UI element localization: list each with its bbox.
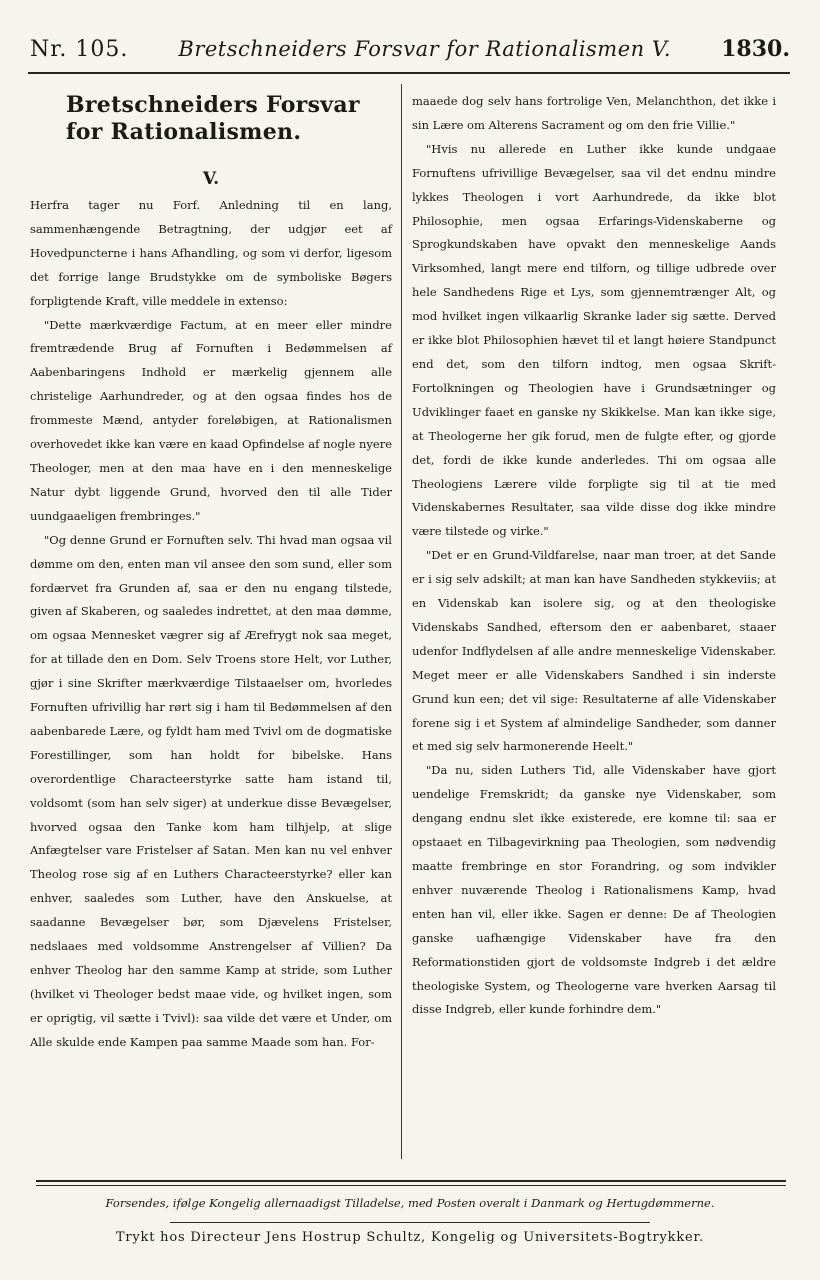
left-column bbox=[30, 88, 392, 1055]
article-title: Bretschneiders Forsvar for Rationalismen. bbox=[66, 92, 360, 145]
paragraph: "Hvis nu allerede en Luther ikke kunde undgaae Fornuftens ufrivillige Bevægelser, saa vil det endnu mindre lykkes Theologen i vort Aarhundrede, da ikke blot Philosophie, men ogsaa Erfarings-Videnskaberne og Sprogkundskaben have opvakt den menneskelige Aands Virksomhed, langt mere end tilforn, og tillige udbrede over hele Sandhedens Rige et Lys, som gjennemtrænger Alt, og mod hvilket ingen vilkaarlig Skranke lader sig sætte. Derved er ikke blot Philosophien hævet til et langt høiere Standpunct end det, som den tilforn indtog, men ogsaa Skrift-Fortolkningen og Theologien have i Grundsætninger og Udviklinger faaet en ganske ny Skikkelse. Man kan ikke sige, at Theologerne her gik forud, men de fulgte efter, og gjorde det, fordi de ikke kunde anderledes. Thi om ogsaa alle Theologiens Lærere vilde forpligte sig til at tie med Videnskabernes Resultater, saa vilde disse dog ikke mindre være tilstede og virke." bbox=[412, 141, 776, 539]
paragraph: "Og denne Grund er Fornuften selv. Thi hvad man ogsaa vil dømme om den, enten man vil ansee den som sund, eller som fordærvet fra Grunden af, saa er den nu engang tilstede, given af Skaberen, og saaledes indrettet, at den maa dømme, om ogsaa Mennesket vægrer sig af Ærefrygt nok saa meget, for at tillade den en Dom. Selv Troens store Helt, vor Luther, gjør i sine Skrifter mærkværdige Tilstaaelser om, hvorledes Fornuften ufrivillig har rørt sig i ham til Bedømmelsen af den aabenbarede Lære, og fyldt ham med Tvivl om de dogmatiske Forestillinger, som han holdt for bibelske. Hans overordentlige Characteerstyrke satte ham istand til, voldsomt (som han selv siger) at underkue disse Bevægelser, hvorved ogsaa den Tanke kom ham tilhjelp, at slige Anfægtelser vare Fristelser af Satan. Men kan nu vel enhver Theolog rose sig af en Luthers Characteerstyrke? eller kan enhver, saaledes som Luther, have den Anskuelse, at saadanne Bevægelser bør, som Djævelens Fristelser, nedslaaes med voldsomme Anstrengelser af Villien? Da enhver Theolog har den samme Kamp at stride, som Luther (hvilket vi Theologer bedst maae vide, og hvilket ingen, som er oprigtig, vil sætte i Tvivl): saa vilde det være et Under, om Alle skulde ende Kampen paa samme Maade som han. For- bbox=[30, 532, 392, 1049]
paragraph: "Det er en Grund-Vildfarelse, naar man troer, at det Sande er i sig selv adskilt; at man kan have Sandheden stykkeviis; at en Videnskab kan isolere sig, og at den theologiske Videnskabs Sandhed, eftersom den er aabenbaret, staaer udenfor Indflydelsen af alle andre menneskelige Videnskaber. Meget meer er alle Videnskabers Sandhed i sin inderste Grund kun een; det vil sige: Resultaterne af alle Videnskaber forene sig i et System af almindelige Sandheder, som danner et med sig selv harmonerende Heelt." bbox=[412, 548, 776, 754]
printer-imprint: Trykt hos Directeur Jens Hostrup Schultz, Kongelig og Universitets-Bogtrykker. bbox=[115, 1230, 705, 1245]
running-title: Bretschneiders Forsvar for Rationalismen V. bbox=[178, 37, 672, 61]
issue-number: Nr. 105. bbox=[30, 37, 129, 62]
issue-year: 1830. bbox=[721, 36, 790, 62]
paragraph: maaede dog selv hans fortrolige Ven, Melanchthon, det ikke i sin Lære om Alterens Sacrament og om den frie Villie." bbox=[412, 94, 776, 132]
column-divider bbox=[401, 84, 402, 1159]
postal-notice: Forsendes, ifølge Kongelig allernaadigst Tilladelse, med Posten overalt i Danmark og Hertugdømmerne. bbox=[105, 1196, 715, 1210]
paragraph: Herfra tager nu Forf. Anledning til en lang, sammenhængende Betragtning, der udgjør eet af Hovedpuncterne i hans Afhandling, og som vi derfor, ligesom det forrige lange Brudstykke om de symboliske Bøgers forpligtende Kraft, ville meddele in extenso: bbox=[30, 198, 392, 308]
page-header bbox=[30, 36, 790, 72]
footer-rule bbox=[36, 1180, 786, 1186]
header-rule bbox=[28, 72, 790, 74]
paragraph: "Dette mærkværdige Factum, at en meer eller mindre fremtrædende Brug af Fornuften i Bedømmelsen af Aabenbaringens Indhold er mærkelig gjennem alle christelige Aarhundreder, og at den ogsaa findes hos de frommeste Mænd, antyder foreløbigen, at Rationalismen overhovedet ikke kan være en kaad Opfindelse af nogle nyere Theologer, men at den maa have en i den menneskelige Natur dybt liggende Grund, hvorved den til alle Tider uundgaaeligen frembringes." bbox=[30, 317, 392, 523]
section-number: V. bbox=[202, 169, 220, 189]
footer-divider bbox=[170, 1222, 650, 1223]
paragraph: "Da nu, siden Luthers Tid, alle Videnskaber have gjort uendelige Fremskridt; da ganske nye Videnskaber, som dengang endnu slet ikke existerede, ere komne til: saa er opstaaet en Tilbagevirkning paa Theologien, som nødvendig maatte frembringe en stor Forandring, og som indvikler enhver nuværende Theolog i Rationalismens Kamp, hvad enten han vil, eller ikke. Sagen er denne: De af Theologien ganske uafhængige Videnskaber have fra den Reformationstiden gjort de voldsomste Indgreb i det ældre theologiske System, og Theologerne vare hverken Aarsag til disse Indgreb, eller kunde forhindre dem." bbox=[412, 763, 776, 1017]
right-column bbox=[412, 90, 776, 1022]
